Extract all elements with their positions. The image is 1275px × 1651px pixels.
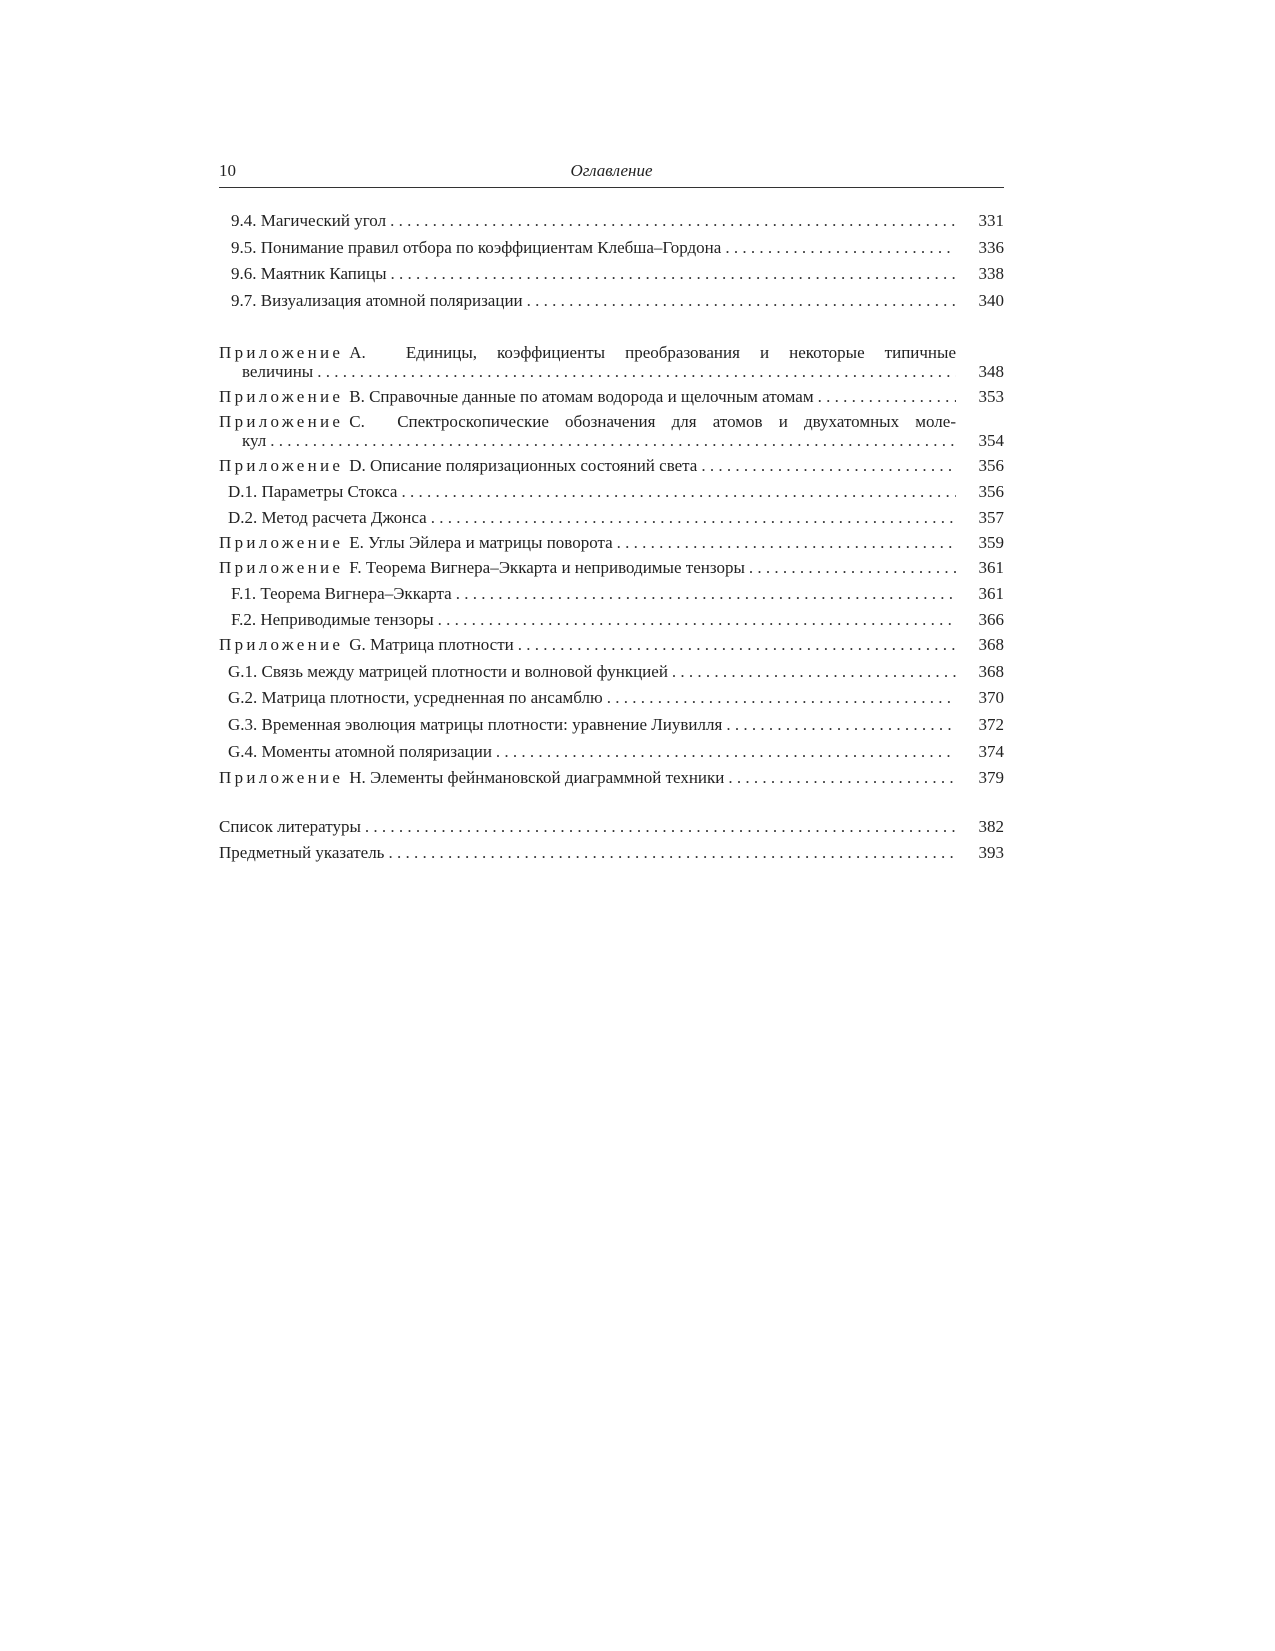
appendix-title-line2: величины: [242, 362, 314, 381]
dot-leader: [401, 482, 956, 501]
appendix-word: Приложение: [219, 635, 344, 654]
toc-entry-page: 366: [978, 610, 1004, 629]
dot-leader: [749, 558, 956, 577]
toc-entry-g-2[interactable]: [219, 688, 1004, 707]
appendix-letter: E.: [349, 533, 364, 552]
toc-entry-9-6[interactable]: [219, 264, 1004, 283]
page-number: 10: [219, 161, 236, 180]
dot-leader: [527, 291, 956, 310]
appendix-letter: G.: [349, 635, 366, 654]
toc-entry-page: 356: [978, 482, 1004, 501]
toc-entry-page: 393: [978, 843, 1004, 862]
toc-entry-number: 9.6.: [231, 264, 257, 283]
toc-entry-title: Понимание правил отбора по коэффициентам Клебша–Гордона: [260, 238, 722, 257]
dot-leader: [818, 387, 956, 406]
toc-entry-page: 353: [978, 387, 1004, 406]
appendix-word: Приложение: [219, 768, 344, 787]
toc-entry-number: F.2.: [231, 610, 257, 629]
dot-leader: [496, 742, 956, 761]
dot-leader: [388, 843, 956, 862]
toc-entry-title: Список литературы: [219, 817, 361, 836]
toc-entry-page: 359: [978, 533, 1004, 552]
toc-appendix-e[interactable]: [219, 533, 1004, 552]
dot-leader: [390, 211, 956, 230]
toc-entry-page: 357: [978, 508, 1004, 527]
toc-entry-page: 336: [978, 238, 1004, 257]
appendix-letter: D.: [349, 456, 366, 475]
dot-leader: [672, 662, 956, 681]
running-head: [219, 161, 1004, 188]
appendix-title-line2: кул: [242, 431, 267, 450]
toc-entry-title: Магический угол: [260, 211, 387, 230]
toc-entry-page: 370: [978, 688, 1004, 707]
appendix-word: Приложение: [219, 456, 344, 475]
toc-entry-title: Визуализация атомной поляризации: [260, 291, 523, 310]
dot-leader: [725, 238, 956, 257]
appendix-title-line1: Единицы, коэффициенты преобразования и некоторые типичные: [405, 343, 956, 362]
appendix-title: Элементы фейнмановской диаграммной техники: [370, 768, 725, 787]
toc-entry-page: 338: [978, 264, 1004, 283]
toc-entry-page: 368: [978, 662, 1004, 681]
toc-appendix-f[interactable]: [219, 558, 1004, 577]
toc-entry-number: 9.7.: [231, 291, 257, 310]
toc-entry-title: Метод расчета Джонса: [261, 508, 427, 527]
toc-entry-number: G.3.: [228, 715, 258, 734]
toc-appendix-h[interactable]: [219, 768, 1004, 787]
toc-entry-g-3[interactable]: [219, 715, 1004, 734]
appendix-word: Приложение: [219, 412, 344, 431]
appendix-title-line1: Спектроскопические обозначения для атомов и двухатомных моле-: [397, 412, 956, 431]
appendix-word: Приложение: [219, 533, 344, 552]
toc-appendix-b[interactable]: [219, 387, 1004, 406]
toc-entry-page: 361: [978, 584, 1004, 603]
dot-leader: [431, 508, 956, 527]
toc-entry-page: 379: [978, 768, 1004, 787]
toc-entry-f-2[interactable]: [219, 610, 1004, 629]
dot-leader: [456, 584, 956, 603]
toc-entry-page: 340: [978, 291, 1004, 310]
toc-entry-title: Маятник Капицы: [260, 264, 387, 283]
toc-entry-page: 361: [978, 558, 1004, 577]
toc-entry-title: Предметный указатель: [219, 843, 385, 862]
toc-entry-number: D.2.: [228, 508, 258, 527]
toc-entry-title: Параметры Стокса: [261, 482, 398, 501]
appendix-title: Матрица плотности: [370, 635, 514, 654]
toc-entry-number: F.1.: [231, 584, 257, 603]
toc-entry-title: Неприводимые тензоры: [260, 610, 434, 629]
dot-leader: [438, 610, 956, 629]
toc-entry-number: 9.4.: [231, 211, 257, 230]
toc-entry-number: 9.5.: [231, 238, 257, 257]
appendix-letter: B.: [349, 387, 365, 406]
toc-entry-title: Моменты атомной поляризации: [261, 742, 492, 761]
appendix-title: Теорема Вигнера–Эккарта и неприводимые тензоры: [365, 558, 745, 577]
appendix-word: Приложение: [219, 558, 344, 577]
dot-leader: [617, 533, 956, 552]
toc-entry-d-1[interactable]: [219, 482, 1004, 501]
dot-leader: [365, 817, 956, 836]
toc-entry-number: G.2.: [228, 688, 258, 707]
dot-leader: [518, 635, 956, 654]
appendix-word: Приложение: [219, 343, 344, 362]
toc-entry-d-2[interactable]: [219, 508, 1004, 527]
appendix-letter: H.: [349, 768, 366, 787]
dot-leader: [701, 456, 956, 475]
appendix-letter: A.: [349, 343, 366, 362]
toc-entry-page: 348: [978, 362, 1004, 381]
toc-entry-title: Временная эволюция матрицы плотности: уравнение Лиувилля: [261, 715, 723, 734]
toc-entry-title: Матрица плотности, усредненная по ансамблю: [261, 688, 603, 707]
dot-leader: [317, 362, 956, 381]
toc-entry-g-4[interactable]: [219, 742, 1004, 761]
toc-entry-number: G.1.: [228, 662, 258, 681]
toc-entry-page: 374: [978, 742, 1004, 761]
appendix-letter: F.: [349, 558, 362, 577]
toc-appendix-g[interactable]: [219, 635, 1004, 654]
running-title: Оглавление: [570, 161, 653, 180]
toc-entry-g-1[interactable]: [219, 662, 1004, 681]
dot-leader: [270, 431, 956, 450]
toc-entry-page: 331: [978, 211, 1004, 230]
toc-entry-page: 356: [978, 456, 1004, 475]
toc-entry-9-5[interactable]: [219, 238, 1004, 257]
toc-entry-9-7[interactable]: [219, 291, 1004, 310]
appendix-letter: C.: [349, 412, 365, 431]
toc-entry-number: D.1.: [228, 482, 258, 501]
dot-leader: [607, 688, 956, 707]
toc-entry-f-1[interactable]: [219, 584, 1004, 603]
dot-leader: [728, 768, 956, 787]
appendix-title: Описание поляризационных состояний света: [370, 456, 698, 475]
appendix-word: Приложение: [219, 387, 344, 406]
toc-appendix-a[interactable]: [219, 343, 1004, 381]
toc-bibliography[interactable]: [219, 817, 1004, 836]
toc-entry-page: 354: [978, 431, 1004, 450]
toc-appendix-d[interactable]: [219, 456, 1004, 475]
toc-entry-9-4[interactable]: [219, 211, 1004, 230]
toc-subject-index[interactable]: [219, 843, 1004, 862]
dot-leader: [726, 715, 956, 734]
toc-entry-title: Теорема Вигнера–Эккарта: [260, 584, 452, 603]
toc-entry-page: 372: [978, 715, 1004, 734]
toc-entry-page: 368: [978, 635, 1004, 654]
dot-leader: [391, 264, 956, 283]
toc-entry-page: 382: [978, 817, 1004, 836]
appendix-title: Справочные данные по атомам водорода и щелочным атомам: [369, 387, 814, 406]
toc-entry-title: Связь между матрицей плотности и волновой функцией: [261, 662, 668, 681]
toc-entry-number: G.4.: [228, 742, 258, 761]
toc-appendix-c[interactable]: [219, 412, 1004, 450]
appendix-title: Углы Эйлера и матрицы поворота: [368, 533, 613, 552]
